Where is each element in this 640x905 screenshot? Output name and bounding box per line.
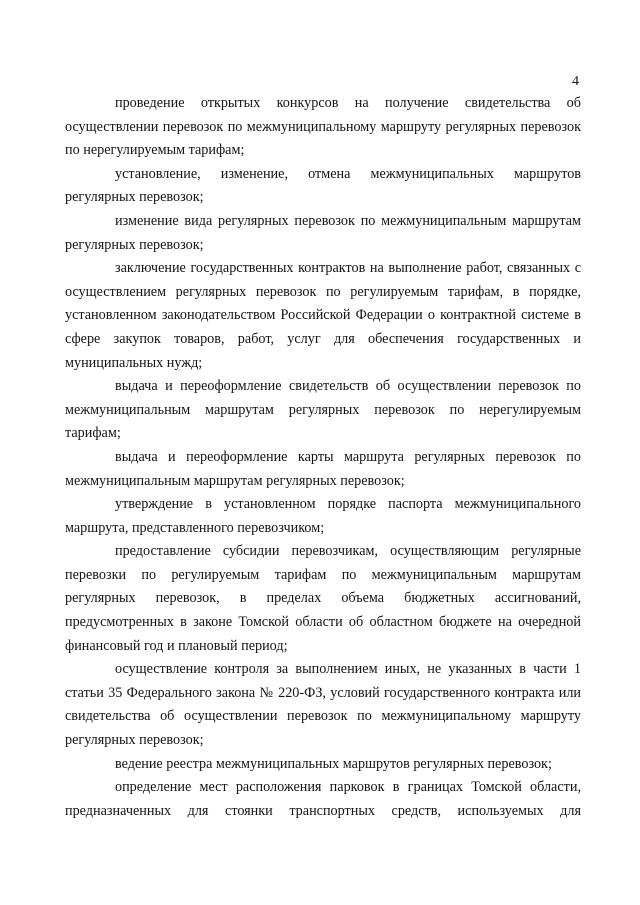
paragraph-establishment-of-routes: установление, изменение, отмена межмуниципальных маршрутов регулярных перевозок; [65, 165, 581, 206]
document-body [65, 92, 581, 823]
paragraph-route-register: ведение реестра межмуниципальных маршрутов регулярных перевозок; [115, 755, 552, 772]
paragraph-issue-of-certificates: выдача и переоформление свидетельств об осуществлении перевозок по межмуниципальным маршрутам регулярных перевозок по нерегулируемым тарифам; [65, 378, 581, 442]
paragraph-route-passport-approval: утверждение в установленном порядке паспорта межмуниципального маршрута, представленного перевозчиком; [65, 496, 581, 536]
paragraph-state-contracts: заключение государственных контрактов на выполнение работ, связанных с осуществлением регулярных перевозок по регулируемым тарифам, в порядке, установленном законодательством Российской Федерации о контрактной системе в сфере закупок товаров, работ, услуг для обеспечения государственных и муниципальных нужд; [65, 260, 581, 371]
paragraph-parking-locations: определение мест расположения парковок в границах Томской области, предназначенных для стоянки транспортных средств, используемых для [65, 779, 581, 819]
paragraph-control: осуществление контроля за выполнением иных, не указанных в части 1 статьи 35 Федерального закона № 220-ФЗ, условий государственного контракта или свидетельства об осуществлении перевозок по межмуниципальному маршруту регулярных перевозок; [65, 661, 581, 749]
paragraph-open-competitions: проведение открытых конкурсов на получение свидетельства об осуществлении перевозок по межмуниципальному маршруту регулярных перевозок по нерегулируемым тарифам; [65, 95, 581, 159]
paragraph-subsidies: предоставление субсидии перевозчикам, осуществляющим регулярные перевозки по регулируемым тарифам по межмуниципальным маршрутам регулярных перевозок, в пределах объема бюджетных ассигнований, предусмотренных в законе Томской области об областном бюджете на очередной финансовый год и плановый период; [65, 543, 581, 654]
paragraph-change-of-transport-type: изменение вида регулярных перевозок по межмуниципальным маршрутам регулярных перевозок; [65, 212, 581, 253]
page-number: 4 [572, 74, 579, 89]
paragraph-issue-of-route-maps: выдача и переоформление карты маршрута регулярных перевозок по межмуниципальным маршрутам регулярных перевозок; [65, 448, 581, 489]
